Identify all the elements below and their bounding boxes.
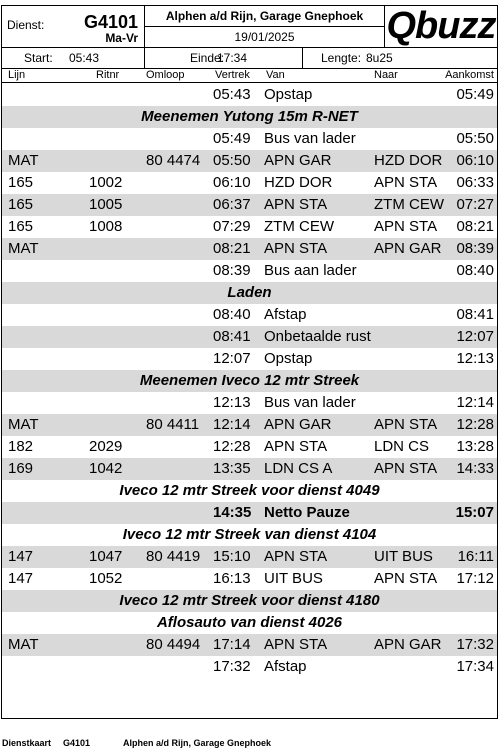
cell-van: Netto Pauze <box>264 504 350 521</box>
cell-van: Afstap <box>264 306 307 323</box>
cell-van: UIT BUS <box>264 570 323 587</box>
cell-van: ZTM CEW <box>264 218 334 235</box>
cell-vertrek: 06:37 <box>213 196 251 213</box>
table-row <box>2 458 497 480</box>
cell-aankomst: 14:33 <box>456 460 494 477</box>
einde-cell <box>145 48 303 69</box>
cell-vertrek: 07:29 <box>213 218 251 235</box>
table-row <box>2 304 497 326</box>
einde-label: Einde: <box>190 51 225 65</box>
cell-aankomst: 16:11 <box>457 548 494 565</box>
table-row <box>2 392 497 414</box>
cell-aankomst: 17:12 <box>456 570 494 587</box>
cell-ritnr: 1002 <box>89 174 123 191</box>
cell-van: Bus aan lader <box>264 262 357 279</box>
cell-aankomst: 17:34 <box>456 658 494 675</box>
cell-aankomst: 05:49 <box>456 86 494 103</box>
days-label: Ma-Vr <box>105 31 138 45</box>
cell-ritnr: 1052 <box>89 570 123 587</box>
cell-vertrek: 08:21 <box>213 240 251 257</box>
cell-vertrek: 12:07 <box>213 350 251 367</box>
cell-aankomst: 12:14 <box>456 394 494 411</box>
table-row <box>2 436 497 458</box>
table-row <box>2 216 497 238</box>
table-row <box>2 546 497 568</box>
col-omloop: Omloop <box>146 69 185 81</box>
cell-vertrek: 17:14 <box>213 636 251 653</box>
table-row <box>2 194 497 216</box>
dienst-code: G4101 <box>83 12 138 32</box>
cell-omloop: 80 4419 <box>146 548 201 565</box>
cell-omloop: 80 4494 <box>146 636 201 653</box>
pause-row <box>2 502 497 524</box>
table-row <box>2 172 497 194</box>
einde-value: 17:34 <box>217 51 248 65</box>
cell-naar: ZTM CEW <box>374 196 444 213</box>
col-lijn: Lijn <box>8 69 26 81</box>
dienst-cell <box>2 6 145 48</box>
cell-van: APN STA <box>264 240 328 257</box>
cell-naar: APN GAR <box>374 636 442 653</box>
cell-lijn: 182 <box>8 438 34 455</box>
cell-lijn: 169 <box>8 460 34 477</box>
cell-omloop: 80 4474 <box>146 152 201 169</box>
duty-card <box>1 5 498 719</box>
cell-vertrek: 13:35 <box>213 460 251 477</box>
cell-aankomst: 07:27 <box>456 196 494 213</box>
start-label: Start: <box>24 51 53 65</box>
col-ritnr: Ritnr <box>96 69 120 81</box>
cell-lijn: 147 <box>8 548 34 565</box>
table-row <box>2 128 497 150</box>
cell-aankomst: 12:07 <box>456 328 494 345</box>
section-heading: Aflosauto van dienst 4026 <box>156 614 343 631</box>
cell-vertrek: 12:14 <box>213 416 251 433</box>
cell-aankomst: 15:07 <box>455 504 494 521</box>
section-heading: Iveco 12 mtr Streek voor dienst 4049 <box>119 482 380 499</box>
start-value: 05:43 <box>69 51 100 65</box>
cell-vertrek: 05:49 <box>213 130 251 147</box>
cell-van: Onbetaalde rust <box>264 328 371 345</box>
table-row <box>2 150 497 172</box>
cell-vertrek: 05:43 <box>213 86 251 103</box>
cell-vertrek: 12:13 <box>213 394 251 411</box>
cell-ritnr: 1008 <box>89 218 123 235</box>
footer-code: G4101 <box>63 738 91 748</box>
cell-van: APN STA <box>264 548 328 565</box>
cell-aankomst: 12:13 <box>456 350 494 367</box>
footer-label: Dienstkaart <box>2 738 52 748</box>
cell-aankomst: 06:10 <box>456 152 494 169</box>
col-aankomst: Aankomst <box>445 69 494 81</box>
cell-naar: APN STA <box>374 416 438 433</box>
section-heading: Iveco 12 mtr Streek van dienst 4104 <box>122 526 377 543</box>
cell-aankomst: 17:32 <box>456 636 494 653</box>
cell-van: Opstap <box>264 350 313 367</box>
cell-aankomst: 05:50 <box>456 130 494 147</box>
cell-aankomst: 08:21 <box>456 218 494 235</box>
cell-van: Bus van lader <box>264 394 356 411</box>
section-heading: Meenemen Iveco 12 mtr Streek <box>2 370 497 392</box>
cell-vertrek: 15:10 <box>213 548 251 565</box>
cell-vertrek: 08:41 <box>213 328 251 345</box>
section-heading: Meenemen Yutong 15m R-NET <box>2 106 497 128</box>
cell-ritnr: 2029 <box>89 438 123 455</box>
dienst-label: Dienst: <box>7 18 45 32</box>
cell-van: APN STA <box>264 438 328 455</box>
cell-naar: APN STA <box>374 174 438 191</box>
cell-lijn: MAT <box>8 152 39 169</box>
cell-van: LDN CS A <box>264 460 333 477</box>
cell-lijn: 165 <box>8 174 34 191</box>
cell-aankomst: 13:28 <box>456 438 494 455</box>
cell-aankomst: 08:39 <box>456 240 494 257</box>
cell-naar: HZD DOR <box>374 152 443 169</box>
col-naar: Naar <box>374 69 398 81</box>
table-row <box>2 84 497 106</box>
cell-naar: APN STA <box>374 460 438 477</box>
cell-van: Afstap <box>264 658 307 675</box>
cell-ritnr: 1005 <box>89 196 123 213</box>
cell-lijn: MAT <box>8 240 39 257</box>
cell-omloop: 80 4411 <box>146 416 200 433</box>
start-cell <box>2 48 145 69</box>
section-heading: Iveco 12 mtr Streek voor dienst 4180 <box>2 590 497 612</box>
cell-aankomst: 08:40 <box>456 262 494 279</box>
cell-lijn: 165 <box>8 196 34 213</box>
card-header <box>2 6 497 76</box>
table-row <box>2 326 497 348</box>
cell-aankomst: 08:41 <box>456 306 494 323</box>
cell-vertrek: 08:39 <box>213 262 251 279</box>
cell-van: APN GAR <box>264 416 332 433</box>
schedule-table <box>2 84 497 678</box>
cell-van: APN STA <box>264 196 328 213</box>
lengte-label: Lengte: <box>321 51 362 65</box>
lengte-cell <box>303 48 497 69</box>
column-header-row <box>2 69 497 83</box>
brand-logo: Qbuzz <box>386 5 496 47</box>
cell-vertrek: 16:13 <box>213 570 251 587</box>
cell-van: HZD DOR <box>264 174 333 191</box>
cell-aankomst: 12:28 <box>456 416 494 433</box>
cell-ritnr: 1047 <box>89 548 123 565</box>
cell-van: APN STA <box>264 636 328 653</box>
page-footer <box>2 738 498 750</box>
table-row <box>2 414 497 436</box>
cell-vertrek: 08:40 <box>213 306 251 323</box>
cell-vertrek: 14:35 <box>213 504 252 521</box>
cell-naar: APN STA <box>374 570 438 587</box>
col-van: Van <box>266 69 285 81</box>
cell-naar: LDN CS <box>374 438 430 455</box>
cell-van: APN GAR <box>264 152 332 169</box>
cell-naar: APN STA <box>374 218 438 235</box>
cell-van: Opstap <box>264 86 313 103</box>
section-heading: Laden <box>2 282 497 304</box>
table-row <box>2 260 497 282</box>
col-vertrek: Vertrek <box>215 69 250 81</box>
cell-ritnr: 1042 <box>89 460 123 477</box>
cell-aankomst: 06:33 <box>456 174 494 191</box>
location-title: Alphen a/d Rijn, Garage Gnephoek <box>145 6 385 27</box>
cell-lijn: MAT <box>8 636 39 653</box>
date-value: 19/01/2025 <box>145 27 385 48</box>
cell-lijn: 147 <box>8 570 34 587</box>
cell-van: Bus van lader <box>264 130 356 147</box>
cell-vertrek: 05:50 <box>213 152 251 169</box>
footer-location: Alphen a/d Rijn, Garage Gnephoek <box>123 738 272 748</box>
table-row <box>2 348 497 370</box>
cell-lijn: MAT <box>8 416 39 433</box>
table-row <box>2 568 497 590</box>
cell-vertrek: 06:10 <box>213 174 251 191</box>
table-row <box>2 634 497 656</box>
cell-naar: UIT BUS <box>374 548 433 565</box>
table-row <box>2 656 497 678</box>
cell-vertrek: 12:28 <box>213 438 251 455</box>
lengte-value: 8u25 <box>366 51 393 65</box>
table-row <box>2 238 497 260</box>
cell-naar: APN GAR <box>374 240 442 257</box>
cell-lijn: 165 <box>8 218 34 235</box>
cell-vertrek: 17:32 <box>213 658 251 675</box>
